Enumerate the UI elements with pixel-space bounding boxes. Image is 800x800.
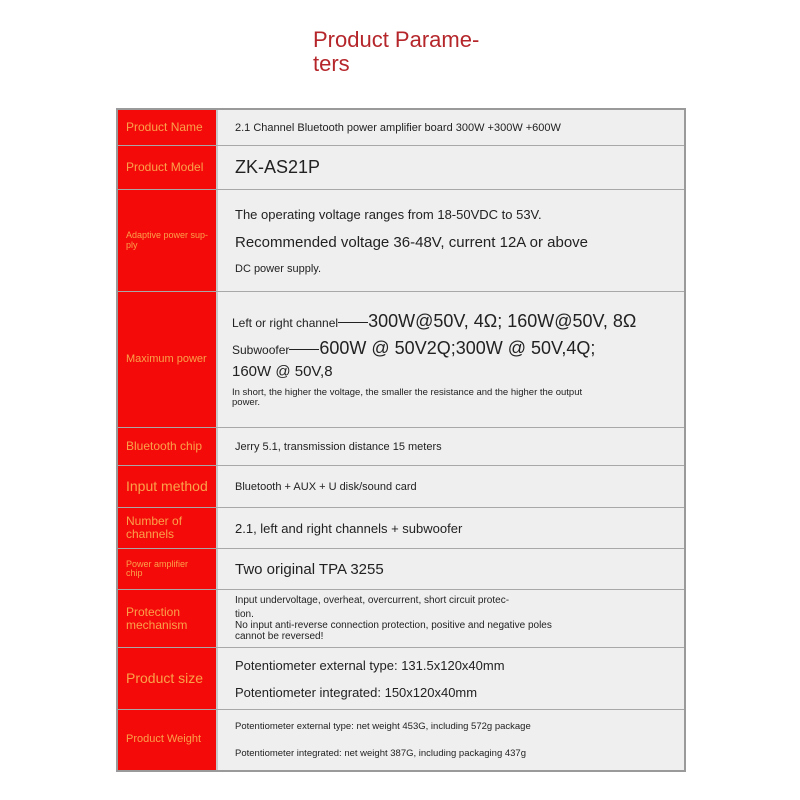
label-number-of-channels: Number of channels: [118, 508, 218, 548]
subwoofer-label: Subwoofer: [232, 343, 290, 357]
value-power-amplifier-chip: [218, 549, 684, 589]
row-number-of-channels: [118, 508, 684, 549]
note-text: In short, the higher the voltage, the smaller the resistance and the higher the output power.: [232, 387, 583, 408]
label-product-weight: Product Weight: [118, 710, 218, 770]
value-text: The operating voltage ranges from 18-50VDC to 53V.: [235, 206, 542, 222]
value-product-name: [218, 110, 684, 145]
row-product-name: [118, 110, 684, 146]
subwoofer-line: [232, 338, 684, 359]
row-maximum-power: [118, 292, 684, 428]
row-bluetooth-chip: [118, 428, 684, 466]
value-text: Potentiometer integrated: net weight 387G, including packaging 437g: [235, 748, 527, 759]
row-product-size: [118, 648, 684, 710]
row-protection-mechanism: [118, 590, 684, 648]
subwoofer-value-2: 160W @ 50V,8: [232, 363, 333, 380]
value-product-model: [218, 146, 684, 189]
value-text: Jerry 5.1, transmission distance 15 meters: [235, 440, 442, 453]
value-text: tion.: [235, 609, 254, 620]
value-text: Two original TPA 3255: [235, 560, 384, 578]
value-text: Potentiometer external type: net weight 453G, including 572g package: [235, 721, 531, 732]
dash-divider: [338, 322, 368, 323]
page-title-line2: ters: [313, 51, 350, 76]
label-product-name: Product Name: [118, 110, 218, 145]
value-text: ZK-AS21P: [235, 157, 321, 177]
value-text: Bluetooth + AUX + U disk/sound card: [235, 480, 417, 493]
parameters-table: [116, 108, 686, 772]
label-adaptive-power-supply: [118, 190, 218, 291]
label-power-amplifier-chip: Power amplifier chip: [118, 549, 218, 589]
row-product-model: [118, 146, 684, 190]
value-bluetooth-chip: [218, 428, 684, 465]
row-input-method: [118, 466, 684, 508]
label-maximum-power: Maximum power: [118, 292, 218, 427]
row-adaptive-power-supply: [118, 190, 684, 292]
value-number-of-channels: [218, 508, 684, 548]
value-adaptive-power-supply: [218, 190, 684, 291]
value-text: Input undervoltage, overheat, overcurrent, short circuit protec-: [235, 595, 510, 606]
value-product-size: [218, 648, 684, 709]
value-product-weight: [218, 710, 684, 770]
label-protection-mechanism: Protection mechanism: [118, 590, 218, 647]
channel-label: Left or right channel: [232, 316, 339, 330]
value-input-method: [218, 466, 684, 507]
label-bluetooth-chip: Bluetooth chip: [118, 428, 218, 465]
value-text: Recommended voltage 36-48V, current 12A or above: [235, 233, 589, 251]
value-text: Potentiometer integrated: 150x120x40mm: [235, 684, 478, 700]
row-power-amplifier-chip: [118, 549, 684, 590]
label-product-size: Product size: [118, 648, 218, 709]
value-maximum-power: [218, 292, 684, 427]
value-text: cannot be reversed!: [235, 631, 324, 642]
value-text: Potentiometer external type: 131.5x120x40mm: [235, 657, 505, 673]
subwoofer-value: 600W @ 50V2Q;300W @ 50V,4Q;: [319, 338, 596, 358]
page-title-line1: Product Parame-: [313, 27, 480, 52]
left-right-channel-line: [232, 311, 684, 332]
value-text: No input anti-reverse connection protection, positive and negative poles: [235, 620, 552, 631]
value-text: DC power supply.: [235, 262, 321, 275]
row-product-weight: [118, 710, 684, 770]
label-product-model: Product Model: [118, 146, 218, 189]
label-input-method: Input method: [118, 466, 218, 507]
page-title: [313, 28, 513, 76]
label-text: Adaptive power sup-ply: [126, 230, 209, 250]
value-text: 2.1, left and right channels + subwoofer: [235, 520, 463, 536]
value-text: 2.1 Channel Bluetooth power amplifier board 300W +300W +600W: [235, 121, 561, 134]
channel-value: 300W@50V, 4Ω; 160W@50V, 8Ω: [368, 311, 637, 331]
dash-divider: [289, 349, 319, 350]
value-protection-mechanism: [218, 590, 684, 647]
